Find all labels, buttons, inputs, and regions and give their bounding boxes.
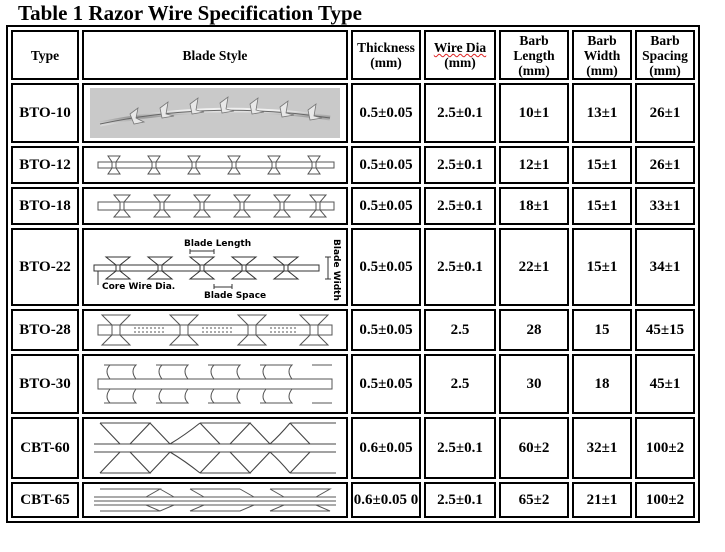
spec-table xyxy=(6,25,700,523)
cell-barb-spacing: 34±1 xyxy=(635,228,695,306)
header-barb-width-l3: (mm) xyxy=(586,62,618,78)
table-row xyxy=(11,146,695,184)
cell-barb-length: 22±1 xyxy=(499,228,569,306)
label-blade-space: Blade Space xyxy=(204,291,267,301)
cell-barb-length: 65±2 xyxy=(499,482,569,518)
cell-barb-width: 18 xyxy=(572,354,632,414)
cell-barb-width: 32±1 xyxy=(572,417,632,479)
cell-barb-width: 13±1 xyxy=(572,83,632,143)
cell-type: BTO-10 xyxy=(11,83,79,143)
cell-barb-width: 15 xyxy=(572,309,632,351)
header-barb-length-l2: Length xyxy=(513,47,555,63)
cell-barb-length: 30 xyxy=(499,354,569,414)
cell-wire-dia: 2.5±0.1 xyxy=(424,187,496,225)
cell-thickness: 0.5±0.05 xyxy=(351,146,421,184)
header-barb-spacing-l3: (mm) xyxy=(649,62,681,78)
cell-barb-spacing: 45±1 xyxy=(635,354,695,414)
cell-wire-dia: 2.5 xyxy=(424,354,496,414)
cell-wire-dia: 2.5±0.1 xyxy=(424,482,496,518)
table-row xyxy=(11,354,695,414)
header-wire-dia xyxy=(424,30,496,80)
cell-thickness: 0.5±0.05 xyxy=(351,354,421,414)
cell-wire-dia: 2.5 xyxy=(424,309,496,351)
table-row xyxy=(11,482,695,518)
header-barb-spacing-l2: Spacing xyxy=(642,47,688,63)
blade-diagram-cbt-65 xyxy=(82,482,348,518)
header-thickness-label: Thickness xyxy=(357,40,415,55)
cell-barb-spacing: 45±15 xyxy=(635,309,695,351)
blade-diagram-bto-18 xyxy=(82,187,348,225)
cell-barb-length: 18±1 xyxy=(499,187,569,225)
cell-type: BTO-18 xyxy=(11,187,79,225)
header-wire-dia-unit: (mm) xyxy=(444,55,476,70)
cell-barb-spacing: 26±1 xyxy=(635,83,695,143)
cell-type: BTO-22 xyxy=(11,228,79,306)
cell-thickness: 0.6±0.05 xyxy=(351,417,421,479)
cell-thickness: 0.5±0.05 xyxy=(351,309,421,351)
blade-diagram-bto-28 xyxy=(82,309,348,351)
blade-diagram-bto-22 xyxy=(82,228,348,306)
cell-barb-width: 15±1 xyxy=(572,187,632,225)
cell-barb-width: 15±1 xyxy=(572,228,632,306)
cell-barb-spacing: 33±1 xyxy=(635,187,695,225)
cell-barb-spacing: 100±2 xyxy=(635,482,695,518)
blade-diagram-bto-30 xyxy=(82,354,348,414)
cell-wire-dia: 2.5±0.1 xyxy=(424,146,496,184)
cell-barb-length: 28 xyxy=(499,309,569,351)
table-row xyxy=(11,309,695,351)
cell-barb-spacing: 100±2 xyxy=(635,417,695,479)
cell-wire-dia: 2.5±0.1 xyxy=(424,228,496,306)
blade-image-bto-10 xyxy=(82,83,348,143)
table-row xyxy=(11,187,695,225)
header-barb-spacing xyxy=(635,30,695,80)
header-thickness-unit: (mm) xyxy=(370,55,402,70)
blade-diagram-bto-12 xyxy=(82,146,348,184)
header-barb-width xyxy=(572,30,632,80)
table-title: Table 1 Razor Wire Specification Type xyxy=(18,1,362,25)
header-barb-length xyxy=(499,30,569,80)
header-blade-style: Blade Style xyxy=(82,30,348,80)
cell-wire-dia: 2.5±0.1 xyxy=(424,83,496,143)
table-row xyxy=(11,417,695,479)
table-row xyxy=(11,228,695,306)
cell-barb-length: 60±2 xyxy=(499,417,569,479)
cell-type: BTO-30 xyxy=(11,354,79,414)
label-core-wire-dia: Core Wire Dia. xyxy=(102,282,176,292)
header-wire-dia-label: Wire Dia xyxy=(433,40,487,55)
cell-barb-width: 15±1 xyxy=(572,146,632,184)
cell-type: BTO-28 xyxy=(11,309,79,351)
header-type: Type xyxy=(11,30,79,80)
label-blade-length: Blade Length xyxy=(184,239,252,249)
header-row xyxy=(11,30,695,80)
cell-thickness: 0.5±0.05 xyxy=(351,187,421,225)
table-row xyxy=(11,83,695,143)
header-barb-spacing-l1: Barb xyxy=(650,32,680,48)
blade-diagram-cbt-60 xyxy=(82,417,348,479)
header-barb-length-l3: (mm) xyxy=(518,62,550,78)
cell-type: CBT-60 xyxy=(11,417,79,479)
header-barb-width-l2: Width xyxy=(583,47,621,63)
header-barb-length-l1: Barb xyxy=(519,32,549,48)
cell-wire-dia: 2.5±0.1 xyxy=(424,417,496,479)
cell-barb-length: 10±1 xyxy=(499,83,569,143)
cell-thickness: 0.5±0.05 xyxy=(351,228,421,306)
label-blade-width: Blade Width xyxy=(331,239,341,301)
cell-thickness: 0.6±0.05 0 xyxy=(351,482,421,518)
cell-barb-width: 21±1 xyxy=(572,482,632,518)
cell-thickness: 0.5±0.05 xyxy=(351,83,421,143)
cell-barb-spacing: 26±1 xyxy=(635,146,695,184)
cell-type: BTO-12 xyxy=(11,146,79,184)
header-thickness xyxy=(351,30,421,80)
cell-type: CBT-65 xyxy=(11,482,79,518)
header-barb-width-l1: Barb xyxy=(587,32,617,48)
cell-barb-length: 12±1 xyxy=(499,146,569,184)
